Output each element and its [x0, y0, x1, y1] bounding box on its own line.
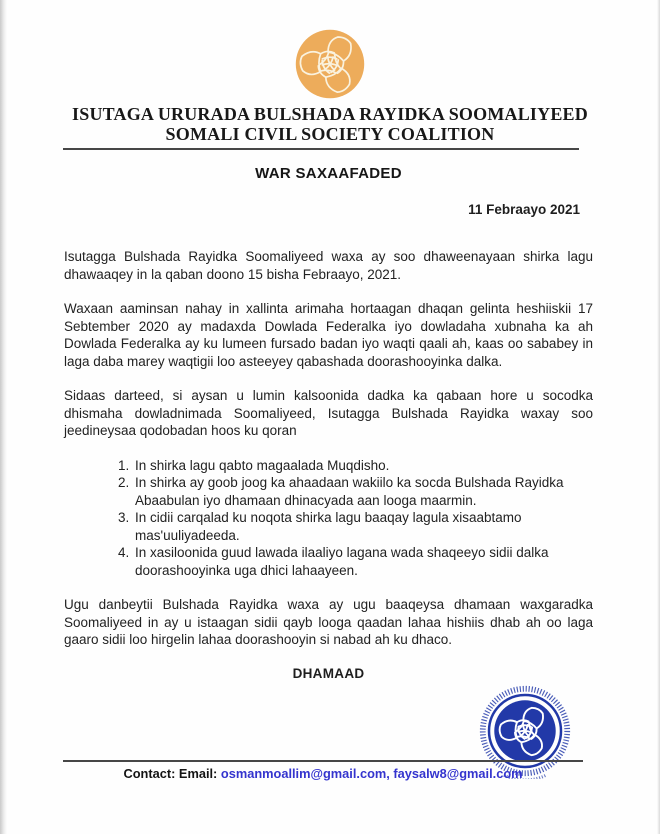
list-item-1: 1. In shirka lagu qabto magaalada Muqdisho.: [133, 457, 583, 475]
paragraph-agreement: Waxaan aaminsan nahay in xallinta arimaha hortaagan dhaqan gelinta heshiiskii 17 Sebtember 2020 ay madaxda Dowlada Federalka iyo dowladaha xubnaha ka ah Dowlada Federalka ay ku lumeen fursado badan iyo waqti qaali ah, kaas oo sababey in laga daba marey waqtigii loo asteeyey qabashada doorashooyinka dalka.: [64, 301, 593, 369]
paragraph-proposal-intro: Sidaas darteed, si aysan u lumin kalsoonida dadka ka qabaan hore u socodka dhismaha dowladnimada Soomaliyeed, Isutagga Bulshada Rayidka waxay soo jeedineysaa qodobadan hoos ku qoran: [64, 388, 593, 438]
org-name-somali: ISUTAGA URURADA BULSHADA RAYIDKA SOOMALIYEED: [72, 104, 588, 124]
contact-footer: [63, 760, 583, 781]
email-link-2[interactable]: faysalw8@gmail.com: [393, 766, 523, 781]
footer-divider: [63, 760, 583, 762]
document-title: WAR SAXAAFADED: [255, 165, 402, 182]
contact-label: Contact: Email:: [123, 766, 218, 781]
list-item-4: 4. In xasiloonida guud lawada ilaaliyo lagana wada shaqeeyo sidii dalka doorashooyinka uga dhici lahaayeen.: [133, 544, 583, 579]
coalition-logo-icon: [0, 27, 660, 101]
email-link-1[interactable]: osmanmoallim@gmail.com,: [220, 766, 390, 781]
list-item-2: 2. In shirka ay goob joog ka ahaadaan wakiilo ka socda Bulshada Rayidka Abaabulan iyo dhamaan dhinacyada aan looga maarmin.: [133, 474, 583, 509]
press-release-body: [0, 165, 660, 779]
paragraph-welcome: Isutagga Bulshada Rayidka Soomaliyeed waxa ay soo dhaweenayaan shirka lagu dhawaaqey in la qaban doono 15 bisha Febraayo, 2021.: [64, 249, 593, 282]
list-item-3: 3. In cidii carqalad ku noqota shirka lagu baaqay lagula xisaabtamo mas'uuliyadeeda.: [133, 509, 583, 544]
end-marker: DHAMAAD: [292, 665, 365, 681]
org-name-english: SOMALI CIVIL SOCIETY COALITION: [165, 124, 495, 144]
header-divider: [63, 148, 579, 150]
document-date: 11 Febraayo 2021: [468, 202, 580, 217]
proposal-list: [64, 457, 593, 580]
contact-line: [63, 766, 583, 781]
paragraph-closing: Ugu danbeytii Bulshada Rayidka waxa ay ugu baaqeysa dhamaan waxgaradka Soomaliyeed in ay u istaagan sidii qayb looga qaadan lahaa hishiis dhab ah oo laga gaaro sidii loo hirgelin lahaa doorashooyin si nabad ah ku dhaco.: [64, 597, 593, 647]
page-left-edge: [0, 0, 7, 834]
letterhead: [0, 0, 660, 150]
